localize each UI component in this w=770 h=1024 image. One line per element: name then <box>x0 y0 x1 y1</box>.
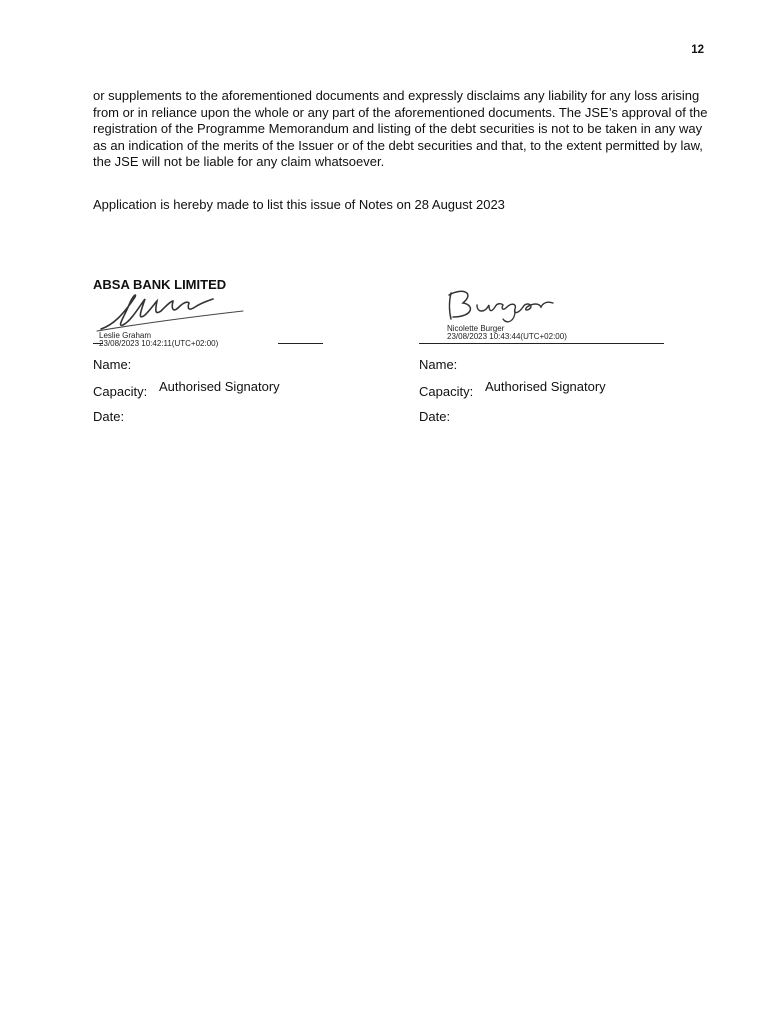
stamp-timestamp: 23/08/2023 10:43:44(UTC+02:00) <box>447 332 567 341</box>
signature-area <box>93 285 333 347</box>
signatory-company: ABSA BANK LIMITED <box>93 277 227 292</box>
capacity-label: Capacity: <box>93 384 148 399</box>
signature-block-left <box>93 285 333 424</box>
page-number: 12 <box>691 44 704 56</box>
signature-line <box>419 343 664 344</box>
capacity-label: Capacity: <box>419 384 474 399</box>
signature-stamp <box>447 325 567 341</box>
capacity-value: Authorised Signatory <box>159 379 280 394</box>
stamp-name: Nicolette Burger <box>447 324 505 333</box>
date-field <box>419 409 450 424</box>
signature-stamp <box>99 332 218 348</box>
signature-line <box>278 343 323 344</box>
date-label: Date: <box>93 409 125 424</box>
stamp-timestamp: 23/08/2023 10:42:11(UTC+02:00) <box>99 339 219 348</box>
capacity-field <box>419 379 606 399</box>
capacity-field <box>93 379 280 399</box>
name-label: Name: <box>419 357 458 372</box>
signature-area <box>419 285 679 347</box>
disclaimer-paragraph: or supplements to the aforementioned documents and expressly disclaims any liability for any loss arising from or in reliance upon the whole or any part of the aforementioned documents. The JSE’s approval of the registration of the Programme Memorandum and listing of the debt securities is not to be taken in any way as an indication of the merits of the Issuer or of the debt securities and that, to the extent permitted by law, the JSE will not be liable for any claim whatsoever. <box>93 88 708 169</box>
application-statement: Application is hereby made to list this issue of Notes on 28 August 2023 <box>93 197 505 212</box>
name-field <box>93 357 131 372</box>
stamp-name: Leslie Graham <box>99 331 152 340</box>
date-field <box>93 409 124 424</box>
handwritten-signature-left <box>93 285 253 335</box>
signature-line <box>93 343 103 344</box>
capacity-value: Authorised Signatory <box>485 379 606 394</box>
signature-block-right <box>419 285 679 424</box>
handwritten-signature-right <box>419 285 569 329</box>
date-label: Date: <box>419 409 451 424</box>
name-field <box>419 357 457 372</box>
name-label: Name: <box>93 357 132 372</box>
